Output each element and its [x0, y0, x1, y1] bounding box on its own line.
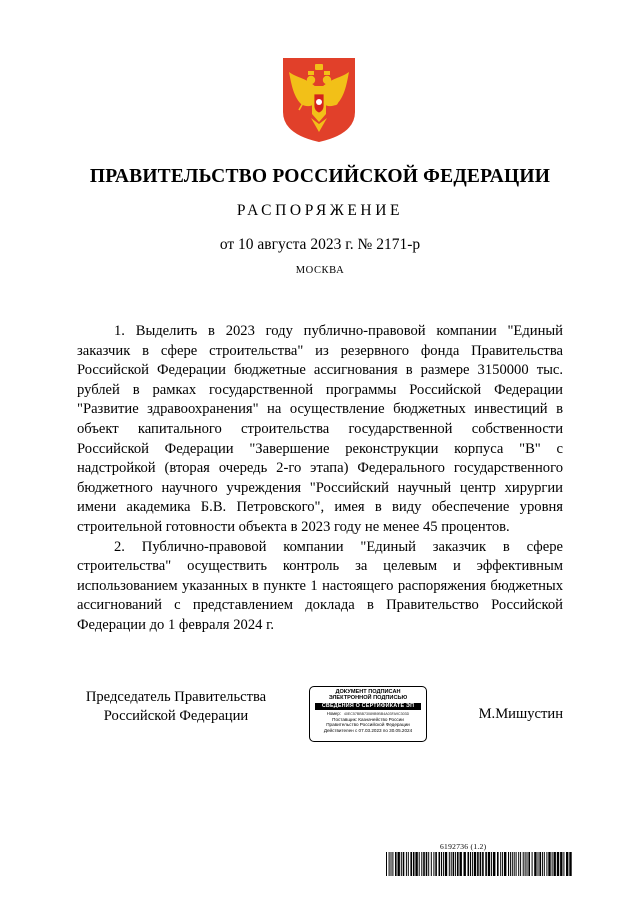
signer-position — [76, 688, 276, 726]
stamp-validity: Действителен с 07.03.2023 по 30.05.2024 — [323, 728, 413, 733]
document-type: РАСПОРЯЖЕНИЕ — [236, 202, 404, 219]
stamp-line2: ЭЛЕКТРОННОЙ ПОДПИСЬЮ — [328, 695, 408, 702]
paragraph-1: 1. Выделить в 2023 году публично-правовой компании "Единый заказчик в сфере строительства" из резервного фонда Правительства Российской Федерации бюджетные ассигнования в размере 3150000 тыс. рублей в рамках государственной программы Российской Федерации "Развитие здравоохранения" на осуществление бюджетных инвестиций в объект капитального строительства государственной собственности Российской Федерации "Завершение реконструкции корпуса "В" с надстройкой (вторая очередь 2-го этапа) Федерального государственного бюджетного научного учреждения "Российский научный центр хирургии имени академика Б.В. Петровского", имея в виду обеспечение уровня строительной готовности объекта в 2023 году не менее 45 процентов. — [77, 323, 563, 535]
government-title: ПРАВИТЕЛЬСТВО РОССИЙСКОЙ ФЕДЕРАЦИИ — [89, 166, 551, 187]
stamp-issuer-line2: Правительство Российской Федерации — [326, 722, 410, 728]
russian-coat-of-arms-icon — [281, 56, 357, 144]
stamp-certificate-header: СВЕДЕНИЯ О СЕРТИФИКАТЕ ЭП — [315, 703, 421, 710]
stamp-line1: ДОКУМЕНТ ПОДПИСАН — [335, 689, 401, 695]
stamp-serial: 40EC57BBB73089B9BB4A03FA9C303D — [343, 711, 410, 716]
stamp-issuer-line1: Поставщик: Казначейство России — [332, 716, 404, 722]
barcode-icon — [386, 852, 572, 876]
electronic-signature-stamp — [309, 686, 427, 742]
signer-position-line1: Председатель Правительства — [85, 689, 267, 705]
stamp-serial-row — [310, 711, 426, 717]
signer-position-line2: Российской Федерации — [103, 708, 249, 724]
paragraph-2: 2. Публично-правовой компании "Единый заказчик в сфере строительства" осуществить контроль за целевым и эффективным использованием указанных в пункте 1 настоящего распоряжения бюджетных ассигнований с представлением доклада в Правительство Российской Федерации до 1 февраля 2024 г. — [77, 538, 563, 633]
stamp-serial-label: Номер: — [326, 710, 341, 716]
city-label: МОСКВА — [295, 265, 345, 276]
document-body — [77, 322, 563, 636]
barcode-number: 6192736 (1.2) — [440, 842, 487, 851]
stamp-title — [310, 689, 426, 702]
document-date-number: от 10 августа 2023 г. № 2171-р — [219, 236, 421, 253]
signer-name: М.Мишустин — [478, 706, 563, 722]
